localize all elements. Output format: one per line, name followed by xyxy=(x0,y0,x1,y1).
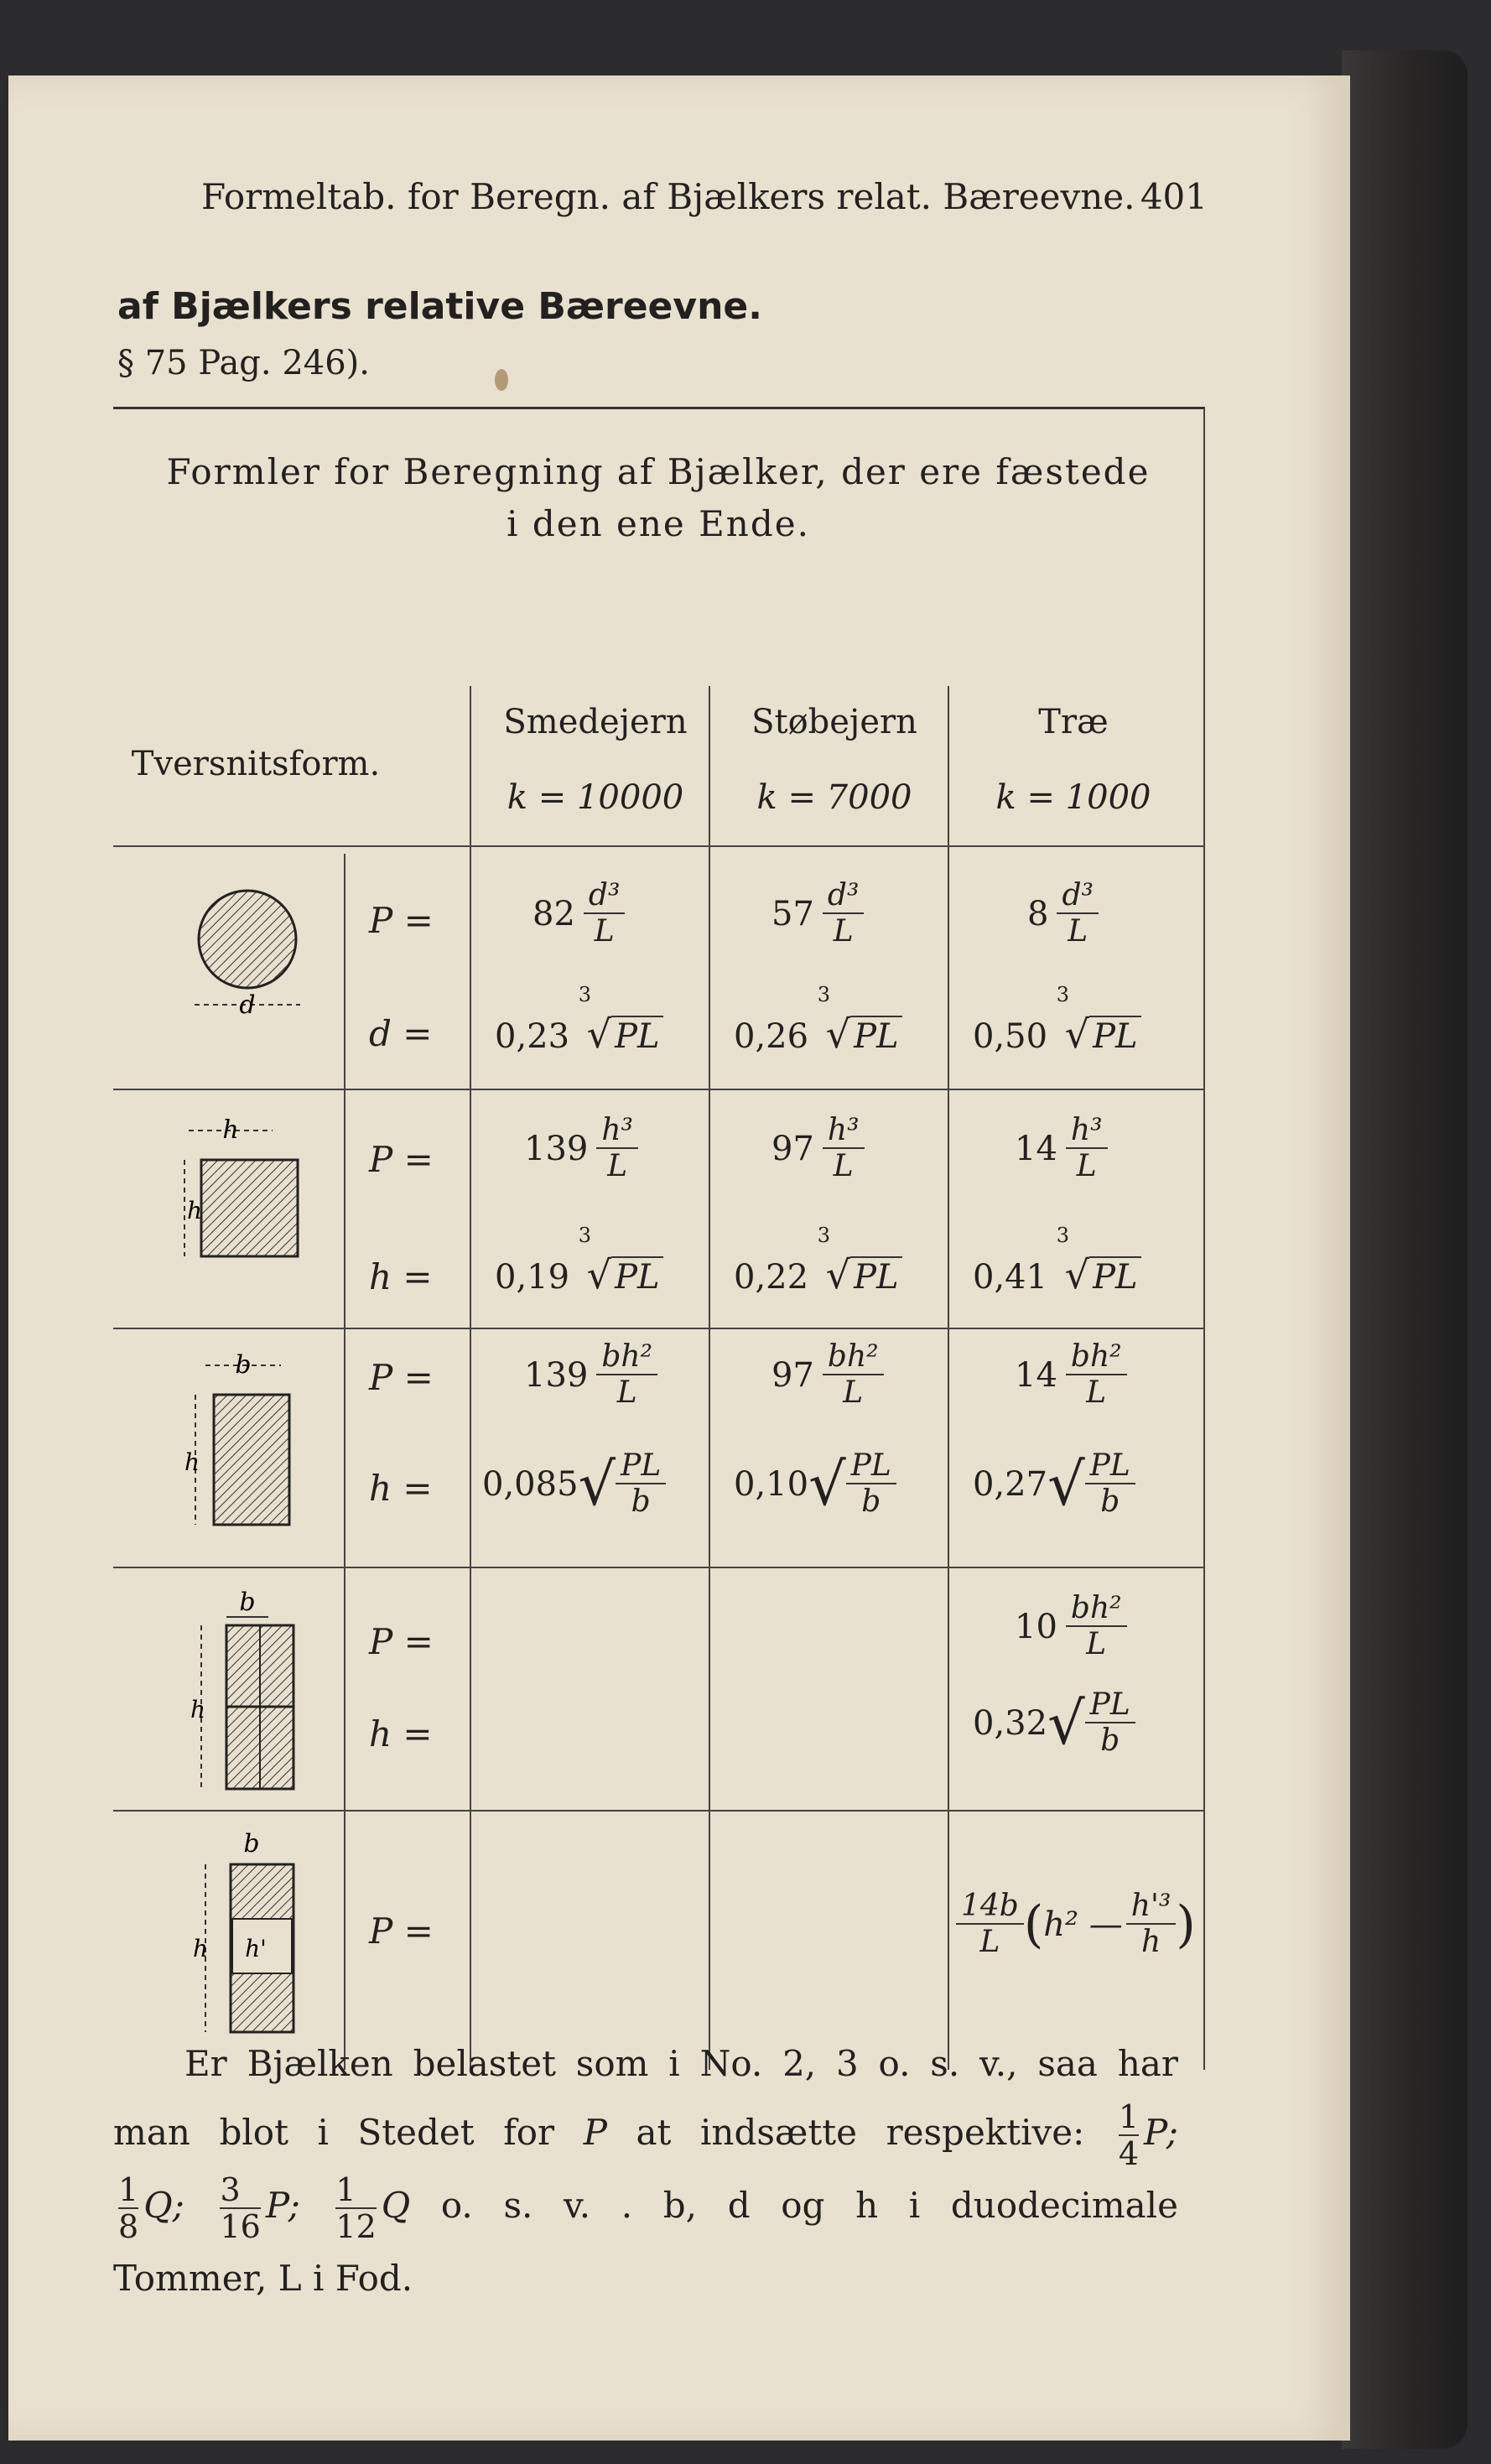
row1-stobejern-P: 57 $\frac{\text{d³}}{L}$ xyxy=(771,879,864,949)
running-head-title: Formeltab. for Beregn. af Bjælkers relat. Bæreevne. xyxy=(201,176,1135,217)
col-header-material-1: Smedejern xyxy=(503,703,688,741)
row1-eq-d: d = xyxy=(369,1013,433,1054)
row3-stobejern-h: 0,10√ $\frac{PL}{b}$ xyxy=(734,1449,896,1520)
footer-line-3: $\frac{1}{8}$ Q; $\frac{3}{16}$ P; $\frac{1}{12}$ Q o. s. v. . b, d og h i duodecimale xyxy=(118,2171,1178,2245)
formula-table xyxy=(113,407,1205,2070)
circle-dim-label: d xyxy=(239,990,256,1020)
page-number: 401 xyxy=(1140,176,1208,217)
row5-eq-P: P = xyxy=(369,1910,434,1952)
row1-stobejern-d: 0,26 3 √ PL xyxy=(734,1011,902,1057)
row1-smedejern-P: 82 $\frac{\text{d³}}{L}$ xyxy=(532,879,625,949)
col-header-material-2: Støbejern xyxy=(751,703,917,741)
square-height-label: h xyxy=(187,1197,203,1224)
rule-horizontal xyxy=(113,1810,1203,1812)
book-page xyxy=(8,75,1350,2441)
col-header-k-1: k = 10000 xyxy=(507,778,684,817)
section-heading: af Bjælkers relative Bæreevne. xyxy=(117,285,762,328)
rectangle-section-figure xyxy=(164,1344,314,1546)
row3-trae-P: 14 $\frac{\text{bh²}}{L}$ xyxy=(1015,1340,1127,1411)
row5-trae-P: $\frac{14b}{L}$ (h² — $\frac{\text{h'³}}{h}$ ) xyxy=(956,1890,1196,1960)
rect-width-label: b xyxy=(235,1350,252,1380)
row1-trae-P: 8 $\frac{\text{d³}}{L}$ xyxy=(1027,879,1099,949)
row4-trae-h: 0,32√ $\frac{PL}{b}$ xyxy=(973,1688,1135,1759)
row2-trae-h: 0,41 3 √ PL xyxy=(973,1252,1141,1297)
row4-trae-P: 10 $\frac{\text{bh²}}{L}$ xyxy=(1015,1592,1127,1662)
paper-stain xyxy=(495,369,508,391)
rule-horizontal xyxy=(113,1328,1203,1329)
table-caption-line2: i den ene Ende. xyxy=(507,503,810,544)
row3-eq-h: h = xyxy=(369,1468,433,1509)
rule-vertical xyxy=(344,854,345,2070)
circle-section-figure xyxy=(184,887,310,1055)
rule-horizontal xyxy=(113,845,1203,847)
hollow-inner-label: h' xyxy=(245,1935,267,1962)
rect-height-label: h xyxy=(184,1448,200,1476)
row2-eq-P: P = xyxy=(369,1139,434,1180)
row3-smedejern-P: 139 $\frac{\text{bh²}}{L}$ xyxy=(524,1340,657,1411)
row4-eq-h: h = xyxy=(369,1713,433,1754)
table-caption-line1: Formler for Beregning af Bjælker, der ere fæstede xyxy=(166,451,1151,492)
laminated-height-label: h xyxy=(190,1696,206,1723)
row3-eq-P: P = xyxy=(369,1357,434,1398)
row2-smedejern-P: 139 $\frac{\text{h³}}{L}$ xyxy=(524,1114,638,1184)
square-section-figure xyxy=(164,1110,314,1277)
col-header-shape: Tversnitsform. xyxy=(131,745,381,783)
hollow-beam-figure xyxy=(172,1827,314,2036)
footer-note xyxy=(113,2030,1178,2313)
row2-trae-P: 14 $\frac{\text{h³}}{L}$ xyxy=(1015,1114,1108,1184)
section-reference: § 75 Pag. 246). xyxy=(117,344,370,382)
row1-smedejern-d: 0,23 3 √ PL xyxy=(495,1011,663,1057)
hollow-height-label: h xyxy=(193,1935,209,1962)
rule-horizontal xyxy=(113,1089,1203,1090)
rule-vertical xyxy=(709,686,710,2070)
footer-line-1: Er Bjælken belastet som i No. 2, 3 o. s. v., saa har xyxy=(184,2043,1178,2084)
rule-vertical xyxy=(948,686,949,2070)
footer-line-4: Tommer, L i Fod. xyxy=(113,2258,413,2299)
col-header-k-3: k = 1000 xyxy=(995,778,1151,817)
row2-stobejern-h: 0,22 3 √ PL xyxy=(734,1252,902,1297)
square-width-label: h xyxy=(222,1115,239,1145)
rule-horizontal xyxy=(113,1567,1203,1568)
row2-eq-h: h = xyxy=(369,1256,433,1297)
footer-line-2: man blot i Stedet for P at indsætte respektive: $\frac{1}{4}$ P; xyxy=(113,2098,1178,2172)
row3-stobejern-P: 97 $\frac{\text{bh²}}{L}$ xyxy=(771,1340,884,1411)
row3-smedejern-h: 0,085√ $\frac{PL}{b}$ xyxy=(482,1449,666,1520)
row2-smedejern-h: 0,19 3 √ PL xyxy=(495,1252,663,1297)
row1-eq-P: P = xyxy=(369,900,434,941)
hollow-width-label: b xyxy=(243,1829,260,1858)
rule-vertical xyxy=(470,686,471,2070)
row4-eq-P: P = xyxy=(369,1621,434,1662)
book-spine xyxy=(1342,50,1468,2449)
row2-stobejern-P: 97 $\frac{\text{h³}}{L}$ xyxy=(771,1114,865,1184)
col-header-material-3: Træ xyxy=(1038,703,1109,741)
laminated-width-label: b xyxy=(239,1588,256,1617)
row1-trae-d: 0,50 3 √ PL xyxy=(973,1011,1141,1057)
laminated-beam-figure xyxy=(172,1583,314,1793)
row3-trae-h: 0,27√ $\frac{PL}{b}$ xyxy=(973,1449,1135,1520)
col-header-k-2: k = 7000 xyxy=(756,778,912,817)
